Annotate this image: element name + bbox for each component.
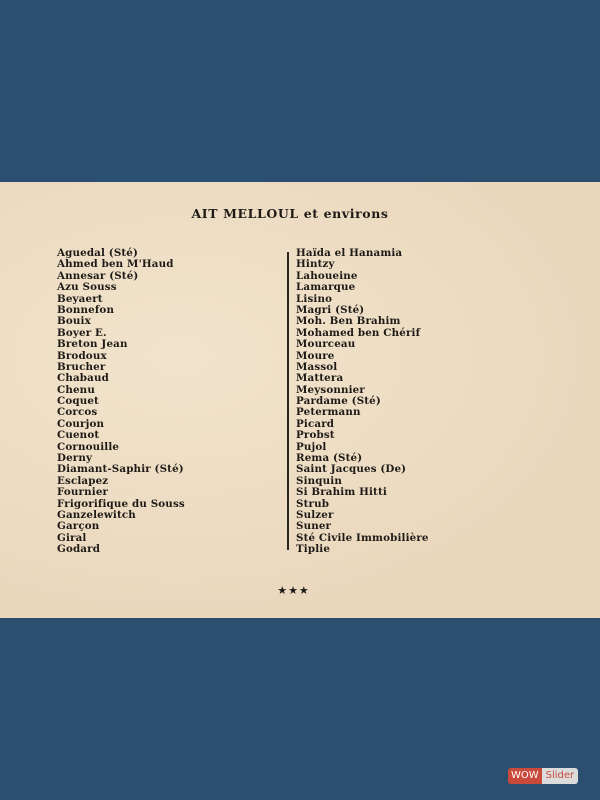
name-entry: Lamarque — [296, 281, 356, 294]
name-entry: Boyer E. — [57, 326, 107, 339]
name-entry: Chabaud — [57, 372, 109, 385]
name-entry: Cuenot — [57, 429, 100, 442]
name-entry: Meysonnier — [296, 383, 365, 396]
column-divider — [287, 252, 289, 550]
name-entry: Strub — [296, 497, 330, 510]
name-entry: Garçon — [57, 520, 100, 533]
name-entry: Diamant-Saphir (Sté) — [57, 463, 184, 476]
name-entry: Sté Civile Immobilière — [296, 531, 429, 544]
name-entry: Magri (Sté) — [296, 303, 365, 316]
name-entry: Mattera — [296, 372, 344, 385]
name-entry: Godard — [57, 543, 101, 556]
document-page — [0, 182, 600, 618]
name-entry: Petermann — [296, 406, 361, 419]
footer-stars: ★★★ — [277, 584, 310, 597]
name-entry: Ganzelewitch — [57, 508, 136, 521]
name-entry: Bouix — [57, 315, 91, 328]
name-entry: Chenu — [57, 383, 95, 396]
page-title: AIT MELLOUL et environs — [191, 206, 389, 221]
name-entry: Fournier — [57, 486, 109, 499]
name-entry: Tiplie — [296, 543, 331, 556]
name-entry: Si Brahim Hitti — [296, 486, 387, 499]
name-entry: Haïda el Hanamia — [296, 247, 403, 259]
name-entry: Pardame (Sté) — [296, 395, 381, 408]
name-entry: Ahmed ben M'Haud — [57, 258, 174, 271]
name-entry: Esclapez — [57, 474, 109, 487]
name-entry: Brucher — [57, 360, 106, 373]
names-column-left — [57, 248, 185, 556]
name-entry: Saint Jacques (De) — [296, 463, 407, 476]
wowslider-watermark — [508, 768, 578, 784]
name-entry: Coquet — [57, 395, 99, 408]
name-entry: Bonnefon — [57, 303, 115, 316]
name-entry: Courjon — [57, 417, 105, 430]
name-entry: Sulzer — [296, 508, 334, 521]
watermark-part-1: WOW — [508, 768, 542, 784]
name-entry: Giral — [57, 531, 87, 544]
name-entry: Mohamed ben Chérif — [296, 326, 421, 339]
name-entry: Aguedal (Sté) — [57, 247, 139, 259]
name-entry: Moh. Ben Brahim — [296, 315, 401, 328]
name-entry: Mourceau — [296, 338, 356, 351]
name-entry: Sinquin — [296, 474, 342, 487]
names-column-right — [296, 248, 429, 556]
name-entry: Lisino — [296, 292, 333, 305]
name-entry: Probst — [296, 429, 335, 442]
name-entry: Beyaert — [57, 292, 103, 305]
name-entry: Brodoux — [57, 349, 107, 362]
watermark-part-2: Slider — [542, 768, 579, 784]
name-entry: Lahoueine — [296, 269, 358, 282]
name-entry: Hintzy — [296, 258, 335, 271]
name-entry: Annesar (Sté) — [57, 269, 139, 282]
name-entry: Picard — [296, 417, 335, 430]
name-entry: Moure — [296, 349, 335, 362]
name-entry: Breton Jean — [57, 338, 128, 351]
name-entry: Pujol — [296, 440, 327, 453]
name-entry: Cornouille — [57, 440, 120, 453]
name-entry: Corcos — [57, 406, 98, 419]
name-entry: Suner — [296, 520, 332, 533]
name-entry: Rema (Sté) — [296, 452, 363, 465]
name-entry: Azu Souss — [57, 281, 117, 294]
name-entry: Frigorifique du Souss — [57, 497, 185, 510]
name-entry: Derny — [57, 452, 93, 465]
name-entry: Massol — [296, 360, 338, 373]
